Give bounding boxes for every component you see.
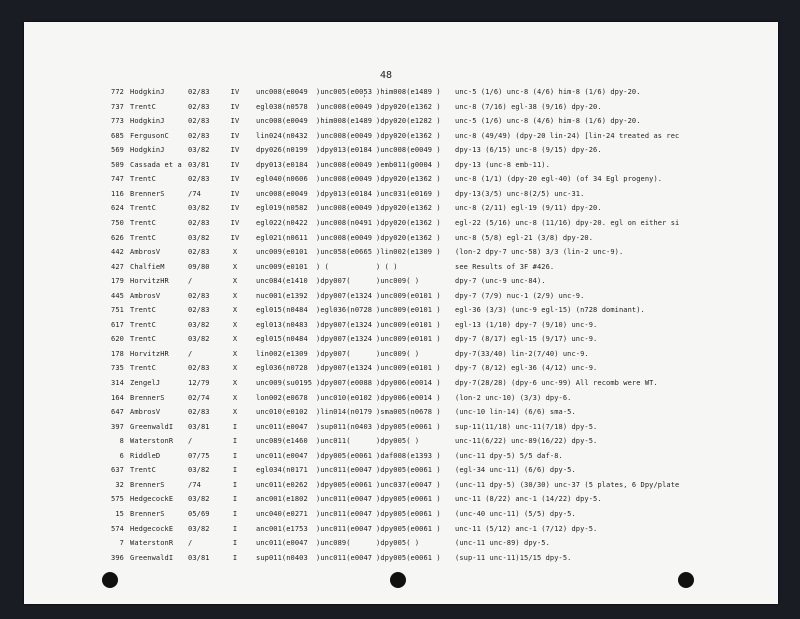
row-chromosome: IV bbox=[230, 88, 240, 96]
row-date: 12/79 bbox=[188, 379, 210, 387]
row-locus-c: )dpy020(e1362 ) bbox=[376, 175, 441, 184]
row-id: 397 bbox=[111, 422, 124, 431]
row-locus-a: dpy026(n0199 bbox=[256, 146, 308, 155]
row-note: unc-11(6/22) unc-89(16/22) dpy-5. bbox=[455, 437, 598, 446]
row-chromosome: IV bbox=[230, 146, 240, 155]
row-locus-b: )unc011(e0047 bbox=[316, 524, 373, 533]
row-date: 02/83 bbox=[188, 218, 210, 227]
row-chromosome: IV bbox=[230, 102, 240, 111]
row-locus-c: )dpy005(e0061 ) bbox=[376, 422, 441, 431]
row-chromosome: X bbox=[232, 277, 238, 286]
row-locus-c: )dpy005(e0061 ) bbox=[376, 524, 441, 533]
row-id: 569 bbox=[111, 146, 124, 155]
row-locus-b: )dpy005(e0061 bbox=[316, 451, 373, 460]
row-date: 03/82 bbox=[188, 204, 210, 213]
row-id: 620 bbox=[111, 335, 124, 344]
row-locus-c: )dpy020(e1362 ) bbox=[376, 204, 441, 213]
row-date: 03/82 bbox=[188, 335, 210, 344]
row-locus-b: )unc008(e0049 bbox=[316, 204, 373, 213]
row-chromosome: X bbox=[232, 248, 238, 257]
row-author: TrentC bbox=[130, 306, 156, 315]
row-note: (lon-2 unc-10) (3/3) dpy-6. bbox=[455, 393, 572, 402]
row-date: 02/83 bbox=[188, 117, 210, 126]
row-locus-a: egl034(n0171 bbox=[256, 466, 308, 475]
row-note: (unc-11 unc-89) dpy-5. bbox=[455, 539, 550, 548]
row-locus-b: )dpy007(e1324 bbox=[316, 320, 373, 329]
row-id: 772 bbox=[111, 88, 124, 96]
row-id: 179 bbox=[111, 277, 124, 286]
row-id: 445 bbox=[111, 291, 124, 300]
row-note: dpy-7 (unc-9 unc-84). bbox=[455, 277, 546, 286]
row-author: TrentC bbox=[130, 466, 156, 475]
row-locus-a: unc084(e1410 bbox=[256, 277, 308, 286]
row-note: egl-13 (1/10) dpy-7 (9/10) unc-9. bbox=[455, 320, 598, 329]
row-locus-b: )dpy013(e0184 bbox=[316, 189, 373, 198]
row-id: 626 bbox=[111, 233, 124, 242]
row-author: GreenwaldI bbox=[130, 553, 174, 562]
row-locus-a: unc009(e0101 bbox=[256, 262, 308, 271]
row-id: 685 bbox=[111, 131, 124, 140]
row-locus-a: sup011(n0403 bbox=[256, 553, 308, 562]
row-locus-b: )unc008(e0049 bbox=[316, 131, 373, 140]
row-locus-a: unc011(e0047 bbox=[256, 451, 308, 460]
row-locus-c: )unc009(e0101 ) bbox=[376, 291, 441, 300]
row-author: TrentC bbox=[130, 233, 156, 242]
row-locus-b: )unc008(e0049 bbox=[316, 175, 373, 184]
row-note: egl-22 (5/16) unc-8 (11/16) dpy-20. egl on either si bbox=[455, 218, 680, 227]
row-chromosome: I bbox=[232, 495, 238, 504]
row-date: /74 bbox=[188, 480, 201, 489]
row-author: AmbrosV bbox=[130, 248, 161, 257]
row-id: 737 bbox=[111, 102, 124, 111]
row-chromosome: I bbox=[232, 539, 238, 548]
row-locus-a: egl022(n0422 bbox=[256, 218, 308, 227]
row-date: 03/82 bbox=[188, 146, 210, 155]
row-locus-b: )him008(e1489 bbox=[316, 117, 373, 126]
row-author: TrentC bbox=[130, 218, 156, 227]
row-locus-b: )unc011(e0047 bbox=[316, 509, 373, 518]
row-author: WaterstonR bbox=[130, 437, 174, 446]
row-locus-b: ) ( bbox=[316, 262, 329, 271]
row-locus-b: )unc011(e0047 bbox=[316, 466, 373, 475]
row-locus-a: egl019(n0582 bbox=[256, 204, 308, 213]
row-note: sup-11(11/18) unc-11(7/18) dpy-5. bbox=[455, 422, 598, 431]
row-chromosome: IV bbox=[230, 160, 240, 169]
row-locus-b: )unc058(e0665 bbox=[316, 248, 373, 257]
row-chromosome: IV bbox=[230, 117, 240, 126]
row-chromosome: X bbox=[232, 262, 238, 271]
row-note: unc-8 (7/16) egl-38 (9/16) dpy-20. bbox=[455, 102, 602, 111]
row-note: unc-5 (1/6) unc-8 (4/6) him-8 (1/6) dpy-20. bbox=[455, 88, 641, 96]
row-id: 6 bbox=[119, 451, 124, 460]
row-date: 02/83 bbox=[188, 306, 210, 315]
row-locus-a: unc009(su0195 bbox=[256, 379, 313, 387]
row-chromosome: X bbox=[232, 291, 238, 300]
row-locus-a: unc089(e1460 bbox=[256, 437, 308, 446]
row-date: 03/82 bbox=[188, 495, 210, 504]
row-date: / bbox=[188, 539, 193, 548]
row-id: 575 bbox=[111, 495, 124, 504]
row-locus-c: )unc009(e0101 ) bbox=[376, 320, 441, 329]
row-chromosome: IV bbox=[230, 233, 240, 242]
row-locus-c: )dpy006(e0014 ) bbox=[376, 379, 441, 387]
row-chromosome: I bbox=[232, 466, 238, 475]
row-note: see Results of 3F #426. bbox=[455, 262, 555, 271]
row-chromosome: IV bbox=[230, 204, 240, 213]
row-locus-c: )unc008(e0049 ) bbox=[376, 146, 441, 155]
row-note: unc-11 (5/12) anc-1 (7/12) dpy-5. bbox=[455, 524, 598, 533]
row-chromosome: IV bbox=[230, 218, 240, 227]
row-locus-a: unc008(e0049 bbox=[256, 88, 308, 96]
row-note: (unc-11 dpy-5) 5/5 daf-8. bbox=[455, 451, 563, 460]
row-locus-c: )dpy005(e0061 ) bbox=[376, 509, 441, 518]
row-chromosome: I bbox=[232, 480, 238, 489]
row-locus-a: anc001(e1802 bbox=[256, 495, 308, 504]
row-author: BrennerS bbox=[130, 480, 165, 489]
row-author: ZengelJ bbox=[130, 379, 161, 387]
row-locus-c: )unc037(e0047 ) bbox=[376, 480, 441, 489]
row-chromosome: X bbox=[232, 393, 238, 402]
row-author: HedgecockE bbox=[130, 524, 174, 533]
row-note: dpy-7 (8/12) egl-36 (4/12) unc-9. bbox=[455, 364, 598, 373]
row-note: dpy-7 (8/17) egl-15 (9/17) unc-9. bbox=[455, 335, 598, 344]
row-date: 03/81 bbox=[188, 422, 210, 431]
row-locus-c: )dpy020(e1362 ) bbox=[376, 102, 441, 111]
row-id: 647 bbox=[111, 408, 124, 417]
row-date: 02/74 bbox=[188, 393, 210, 402]
row-date: 03/81 bbox=[188, 553, 210, 562]
row-locus-b: )lin014(n0179 bbox=[316, 408, 373, 417]
row-id: 32 bbox=[115, 480, 124, 489]
row-locus-a: lin002(e1309 bbox=[256, 349, 308, 358]
row-author: TrentC bbox=[130, 320, 156, 329]
row-author: ChalfieM bbox=[130, 262, 165, 271]
row-chromosome: X bbox=[232, 408, 238, 417]
row-locus-b: )dpy005(e0061 bbox=[316, 480, 373, 489]
row-locus-c: )dpy005(e0061 ) bbox=[376, 495, 441, 504]
row-chromosome: X bbox=[232, 306, 238, 315]
row-author: RiddleD bbox=[130, 451, 161, 460]
row-locus-a: unc011(e0047 bbox=[256, 422, 308, 431]
row-locus-b: )unc005(e0053 bbox=[316, 88, 373, 96]
row-chromosome: I bbox=[232, 451, 238, 460]
row-locus-c: )unc009(e0101 ) bbox=[376, 364, 441, 373]
row-date: 02/83 bbox=[188, 175, 210, 184]
row-author: Cassada et a bbox=[130, 160, 182, 169]
row-id: 442 bbox=[111, 248, 124, 257]
row-author: AmbrosV bbox=[130, 408, 161, 417]
row-author: TrentC bbox=[130, 175, 156, 184]
row-id: 15 bbox=[115, 509, 124, 518]
row-note: unc-8 (2/11) egl-19 (9/11) dpy-20. bbox=[455, 204, 602, 213]
row-locus-c: )dpy020(e1282 ) bbox=[376, 117, 441, 126]
row-author: FergusonC bbox=[130, 131, 169, 140]
row-author: BrennerS bbox=[130, 509, 165, 518]
row-note: (sup-11 unc-11)15/15 dpy-5. bbox=[455, 553, 572, 562]
row-locus-b: )unc008(n0491 bbox=[316, 218, 373, 227]
row-locus-a: lin024(n0432 bbox=[256, 131, 308, 140]
row-locus-c: )emb011(g0004 ) bbox=[376, 160, 441, 169]
page-number: 48 bbox=[380, 70, 393, 81]
row-locus-a: egl038(n0578 bbox=[256, 102, 308, 111]
row-locus-a: unc008(e0049 bbox=[256, 189, 308, 198]
row-chromosome: I bbox=[232, 422, 238, 431]
row-locus-c: )dpy020(e1362 ) bbox=[376, 131, 441, 140]
row-locus-a: unc010(e0102 bbox=[256, 408, 308, 417]
row-locus-a: lon002(e0678 bbox=[256, 393, 308, 402]
row-id: 750 bbox=[111, 218, 124, 227]
row-locus-c: )dpy020(e1362 ) bbox=[376, 218, 441, 227]
row-chromosome: IV bbox=[230, 175, 240, 184]
row-note: dpy-13 (6/15) unc-8 (9/15) dpy-26. bbox=[455, 146, 602, 155]
row-author: TrentC bbox=[130, 204, 156, 213]
row-chromosome: X bbox=[232, 379, 238, 387]
row-author: HodgkinJ bbox=[130, 117, 165, 126]
row-note: egl-36 (3/3) (unc-9 egl-15) (n728 dominant). bbox=[455, 306, 645, 315]
row-chromosome: I bbox=[232, 509, 238, 518]
row-locus-c: )unc031(e0169 ) bbox=[376, 189, 441, 198]
row-locus-b: )dpy007(e1324 bbox=[316, 364, 373, 373]
row-locus-b: )unc089( bbox=[316, 539, 351, 548]
row-author: TrentC bbox=[130, 335, 156, 344]
row-date: 02/83 bbox=[188, 291, 210, 300]
row-author: HorvitzHR bbox=[130, 277, 169, 286]
row-locus-a: unc040(e0271 bbox=[256, 509, 308, 518]
row-id: 314 bbox=[111, 379, 124, 387]
row-note: (unc-10 lin-14) (6/6) sma-5. bbox=[455, 408, 576, 417]
row-locus-a: dpy013(e0184 bbox=[256, 160, 308, 169]
row-locus-b: )unc011(e0047 bbox=[316, 495, 373, 504]
row-locus-b: )dpy007(e0088 bbox=[316, 379, 373, 387]
row-author: HodgkinJ bbox=[130, 88, 165, 96]
row-locus-a: unc011(e0262 bbox=[256, 480, 308, 489]
row-locus-a: egl021(n0611 bbox=[256, 233, 308, 242]
row-note: unc-8 (5/8) egl-21 (3/8) dpy-20. bbox=[455, 233, 594, 242]
row-author: TrentC bbox=[130, 364, 156, 373]
row-note: (unc-40 unc-11) (5/5) dpy-5. bbox=[455, 509, 576, 518]
row-date: 05/69 bbox=[188, 509, 210, 518]
row-date: 02/83 bbox=[188, 102, 210, 111]
row-date: 03/81 bbox=[188, 160, 210, 169]
row-date: / bbox=[188, 349, 193, 358]
row-note: dpy-7(33/40) lin-2(7/40) unc-9. bbox=[455, 349, 589, 358]
row-locus-a: egl015(n0484 bbox=[256, 306, 308, 315]
row-locus-b: )unc011(e0047 bbox=[316, 553, 373, 562]
row-id: 8 bbox=[119, 437, 124, 446]
row-note: unc-11 (8/22) anc-1 (14/22) dpy-5. bbox=[455, 495, 602, 504]
row-date: /74 bbox=[188, 189, 201, 198]
row-locus-b: )dpy007(e1324 bbox=[316, 291, 373, 300]
row-author: AmbrosV bbox=[130, 291, 161, 300]
row-id: 773 bbox=[111, 117, 124, 126]
row-author: HedgecockE bbox=[130, 495, 174, 504]
row-id: 617 bbox=[111, 320, 124, 329]
row-date: 09/80 bbox=[188, 262, 210, 271]
row-locus-a: egl013(n0483 bbox=[256, 320, 308, 329]
row-id: 427 bbox=[111, 262, 124, 271]
row-date: 03/82 bbox=[188, 233, 210, 242]
row-locus-c: )dpy005( ) bbox=[376, 437, 420, 446]
row-id: 747 bbox=[111, 175, 124, 184]
row-locus-b: )dpy007(e1324 bbox=[316, 335, 373, 344]
row-locus-b: )dpy007( bbox=[316, 277, 351, 286]
row-note: unc-5 (1/6) unc-8 (4/6) him-8 (1/6) dpy-20. bbox=[455, 117, 641, 126]
row-id: 735 bbox=[111, 364, 124, 373]
row-id: 116 bbox=[111, 189, 124, 198]
row-author: WaterstonR bbox=[130, 539, 174, 548]
row-locus-b: )dpy013(e0184 bbox=[316, 146, 373, 155]
row-id: 178 bbox=[111, 349, 124, 358]
row-date: 03/82 bbox=[188, 320, 210, 329]
row-id: 624 bbox=[111, 204, 124, 213]
row-id: 396 bbox=[111, 553, 124, 562]
row-note: unc-8 (49/49) (dpy-20 lin-24) [lin-24 treated as rec bbox=[455, 131, 680, 140]
row-locus-b: )unc008(e0049 bbox=[316, 233, 373, 242]
row-locus-c: )sma005(n0678 ) bbox=[376, 408, 441, 417]
row-locus-c: )unc009(e0101 ) bbox=[376, 335, 441, 344]
row-locus-b: )unc008(e0049 bbox=[316, 102, 373, 111]
row-chromosome: X bbox=[232, 364, 238, 373]
row-author: BrennerS bbox=[130, 189, 165, 198]
row-date: 02/83 bbox=[188, 131, 210, 140]
row-note: dpy-7 (7/9) nuc-1 (2/9) unc-9. bbox=[455, 291, 585, 300]
row-chromosome: IV bbox=[230, 131, 240, 140]
row-note: unc-8 (1/1) (dpy-20 egl-40) (of 34 Egl progeny). bbox=[455, 175, 663, 184]
row-date: 02/83 bbox=[188, 408, 210, 417]
row-chromosome: X bbox=[232, 349, 238, 358]
row-locus-a: unc008(e0049 bbox=[256, 117, 308, 126]
row-chromosome: IV bbox=[230, 189, 240, 198]
binder-hole-center bbox=[390, 572, 406, 588]
row-chromosome: I bbox=[232, 524, 238, 533]
row-locus-c: )daf008(e1393 ) bbox=[376, 451, 441, 460]
row-id: 164 bbox=[111, 393, 124, 402]
row-date: / bbox=[188, 277, 193, 286]
row-date: 03/82 bbox=[188, 524, 210, 533]
row-locus-c: )him008(e1489 ) bbox=[376, 88, 441, 96]
row-locus-c: )unc009( ) bbox=[376, 277, 420, 286]
row-note: (unc-11 dpy-5) (30/30) unc-37 (5 plates, 6 Dpy/plate bbox=[455, 480, 680, 489]
row-locus-a: nuc001(e1392 bbox=[256, 291, 308, 300]
row-date: 02/83 bbox=[188, 248, 210, 257]
row-chromosome: I bbox=[232, 437, 238, 446]
row-locus-c: )dpy005(e0061 ) bbox=[376, 553, 441, 562]
row-locus-a: unc011(e0047 bbox=[256, 539, 308, 548]
row-date: 07/75 bbox=[188, 451, 210, 460]
row-locus-c: )dpy005(e0061 ) bbox=[376, 466, 441, 475]
row-id: 574 bbox=[111, 524, 124, 533]
row-locus-b: )dpy007( bbox=[316, 349, 351, 358]
row-id: 509 bbox=[111, 160, 124, 169]
row-locus-c: )dpy006(e0014 ) bbox=[376, 393, 441, 402]
row-locus-b: )unc011( bbox=[316, 437, 351, 446]
row-id: 7 bbox=[119, 539, 124, 548]
row-note: (lon-2 dpy-7 unc-58) 3/3 (lin-2 unc-9). bbox=[455, 248, 624, 257]
row-author: GreenwaldI bbox=[130, 422, 174, 431]
page-mark: ' bbox=[362, 94, 367, 103]
row-locus-c: )dpy020(e1362 ) bbox=[376, 233, 441, 242]
row-note: dpy-7(28/28) (dpy-6 unc-99) All recomb were WT. bbox=[455, 379, 658, 387]
row-id: 637 bbox=[111, 466, 124, 475]
row-author: HodgkinJ bbox=[130, 146, 165, 155]
row-locus-b: )egl036(n0728 bbox=[316, 306, 373, 315]
row-locus-a: anc001(e1753 bbox=[256, 524, 308, 533]
row-locus-c: )unc009(e0101 ) bbox=[376, 306, 441, 315]
row-locus-a: egl015(n0484 bbox=[256, 335, 308, 344]
row-note: (egl-34 unc-11) (6/6) dpy-5. bbox=[455, 466, 576, 475]
row-chromosome: X bbox=[232, 335, 238, 344]
row-locus-a: egl040(n0606 bbox=[256, 175, 308, 184]
row-locus-c: )unc009( ) bbox=[376, 349, 420, 358]
row-chromosome: I bbox=[232, 553, 238, 562]
row-chromosome: X bbox=[232, 320, 238, 329]
row-date: 02/83 bbox=[188, 88, 210, 96]
row-locus-c: ) ( ) bbox=[376, 262, 398, 271]
row-locus-b: )unc010(e0102 bbox=[316, 393, 373, 402]
row-id: 751 bbox=[111, 306, 124, 315]
row-author: HorvitzHR bbox=[130, 349, 169, 358]
row-note: dpy-13(3/5) unc-8(2/5) unc-31. bbox=[455, 189, 585, 198]
row-locus-a: unc009(e0101 bbox=[256, 248, 308, 257]
row-locus-a: egl036(n0728 bbox=[256, 364, 308, 373]
row-date: 02/83 bbox=[188, 364, 210, 373]
binder-hole-left bbox=[102, 572, 118, 588]
row-locus-b: )unc008(e0049 bbox=[316, 160, 373, 169]
row-locus-c: )dpy005( ) bbox=[376, 539, 420, 548]
row-date: / bbox=[188, 437, 193, 446]
row-locus-c: )lin002(e1309 ) bbox=[376, 248, 441, 257]
row-author: BrennerS bbox=[130, 393, 165, 402]
row-date: 03/82 bbox=[188, 466, 210, 475]
row-locus-b: )sup011(n0403 bbox=[316, 422, 373, 431]
row-author: TrentC bbox=[130, 102, 156, 111]
row-note: dpy-13 (unc-8 emb-11). bbox=[455, 160, 550, 169]
binder-hole-right bbox=[678, 572, 694, 588]
